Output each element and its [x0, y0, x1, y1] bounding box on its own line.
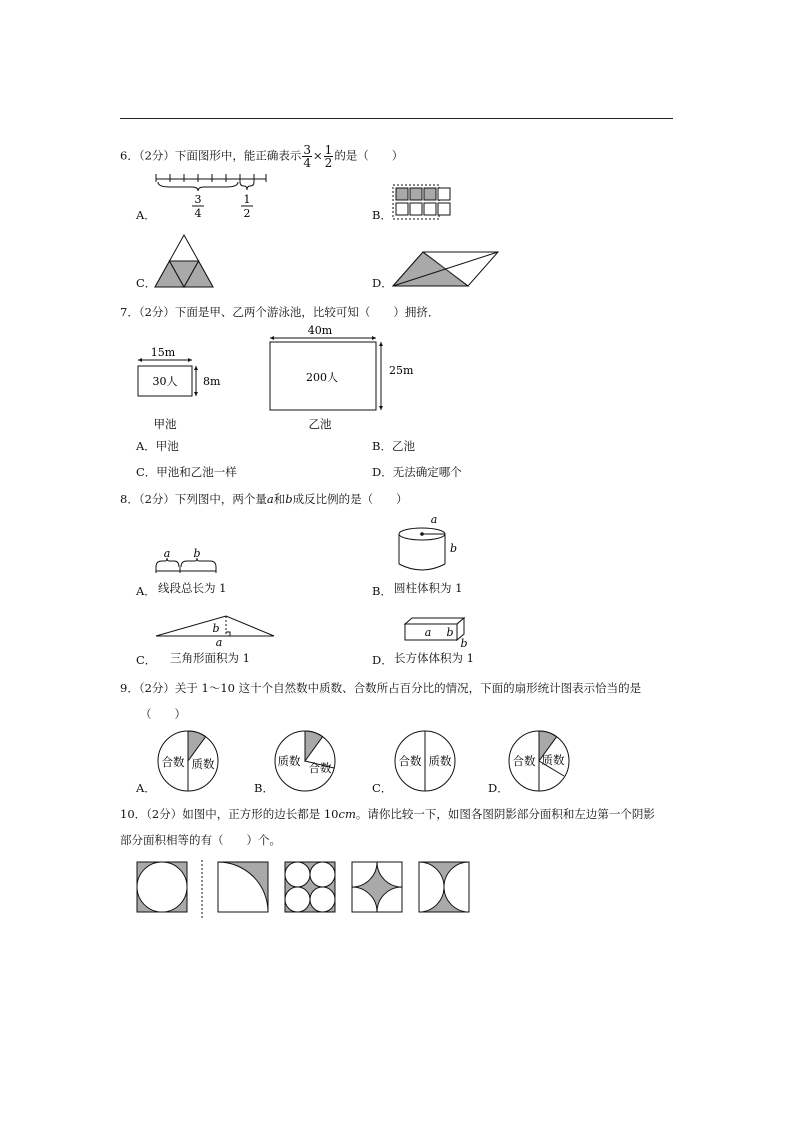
fraction-three-quarters: $\frac{3}{4}$: [303, 143, 312, 170]
q6-option-d-label: D．: [372, 276, 393, 290]
question-6-stem: 6．（2分）下面图形中，能正确表示 $\frac{3}{4}$ × $\frac{1}{2}$ 的是（ ）: [120, 143, 404, 170]
q6-a-label-4: 4: [194, 207, 202, 220]
fraction-one-half: $\frac{1}{2}$: [324, 143, 333, 170]
q7-option-a: A．甲池: [136, 439, 179, 453]
q6-figure-d-parallelogram: [390, 248, 502, 290]
q8-option-b-label: B．: [372, 584, 392, 598]
q6-figure-b-grid: [390, 183, 460, 223]
q6-option-a-label: A．: [136, 208, 156, 222]
q7-option-c: C．甲池和乙池一样: [136, 465, 237, 479]
q9-option-a-label: A．: [136, 781, 156, 795]
pool1-people-label: 30人: [152, 375, 178, 388]
q6-a-label-1: 1: [243, 193, 251, 206]
pool1-name: 甲池: [153, 417, 177, 431]
q9-pie-c: [392, 728, 462, 796]
q8-a-label-b: b: [193, 547, 201, 560]
q6-figure-a-number-line: [150, 170, 275, 226]
q6-figure-c-triangle: [150, 232, 220, 290]
question-7-stem: 7．（2分）下面是甲、乙两个游泳池，比较可知（ ）拥挤．: [120, 305, 440, 319]
q9-a-prime: 质数: [191, 757, 215, 771]
q8-a-label-a: a: [163, 547, 171, 560]
q9-a-composite: 合数: [161, 755, 185, 769]
q9-pie-a: [155, 728, 225, 796]
pool1-height-label: 8m: [203, 375, 221, 388]
q8-option-a-text: 线段总长为 1: [158, 581, 227, 595]
pool2-height-label: 25m: [389, 364, 414, 377]
q8-figure-d-cuboid: [400, 614, 480, 650]
question-10-stem-line1: 10．（2分）如图中，正方形的边长都是 10cm。请你比较一下，如图各图阴影部分面积和左边第一个阴影: [120, 807, 655, 821]
question-9-stem-line2: （ ）: [140, 707, 186, 721]
q8-d-label-a: a: [424, 626, 432, 639]
q8-b-label-b: b: [450, 542, 458, 555]
q8-option-d-label: D．: [372, 653, 393, 667]
q8-figure-a-segments: [152, 543, 232, 577]
q9-option-b-label: B．: [254, 781, 274, 795]
q8-option-d-text: 长方体体积为 1: [394, 651, 474, 665]
q8-d-label-b-front: b: [446, 626, 454, 639]
q9-b-composite: 合数: [308, 761, 332, 775]
q9-option-d-label: D．: [488, 781, 509, 795]
q8-figure-b-cylinder: [392, 512, 462, 574]
q6-a-label-3: 3: [194, 193, 202, 206]
q8-c-label-a: a: [215, 636, 223, 648]
q6-option-c-label: C．: [136, 276, 157, 290]
q8-option-b-text: 圆柱体积为 1: [394, 581, 463, 595]
q7-figure-pools: [130, 322, 430, 432]
q10-figures: [134, 856, 479, 924]
q9-c-prime: 质数: [428, 754, 452, 768]
q8-option-c-label: C．: [136, 653, 157, 667]
q8-c-label-b: b: [212, 622, 220, 635]
q7-option-b: B．乙池: [372, 439, 415, 453]
question-9-stem-line1: 9．（2分）关于 1～10 这十个自然数中质数、合数所占百分比的情况，下面的扇形统计图表示恰当的是: [120, 681, 642, 695]
question-10-stem-line2: 部分面积相等的有（ ）个。: [120, 833, 281, 847]
q8-option-c-text: 三角形面积为 1: [170, 651, 250, 665]
pool2-people-label: 200人: [306, 371, 338, 384]
q7-option-d: D．无法确定哪个: [372, 465, 462, 479]
question-8-stem: 8．（2分）下列图中，两个量a和b成反比例的是（ ）: [120, 492, 408, 506]
q8-option-a-label: A．: [136, 584, 156, 598]
q6-a-label-2: 2: [243, 207, 251, 220]
q9-d-prime: 质数: [541, 753, 565, 767]
q9-option-c-label: C．: [372, 781, 393, 795]
q9-pie-b: [272, 728, 342, 796]
q9-d-composite: 合数: [512, 754, 536, 768]
q9-c-composite: 合数: [398, 754, 422, 768]
q9-pie-d: [506, 728, 576, 796]
header-rule: [120, 118, 673, 119]
pool2-width-label: 40m: [307, 324, 333, 337]
pool1-width-label: 15m: [150, 346, 176, 359]
q8-figure-c-triangle: [152, 612, 282, 648]
q6-option-b-label: B．: [372, 208, 392, 222]
q8-b-label-a: a: [430, 513, 438, 526]
q9-b-prime: 质数: [277, 754, 301, 768]
q8-d-label-b: b: [460, 637, 468, 650]
pool2-name: 乙池: [308, 417, 332, 431]
